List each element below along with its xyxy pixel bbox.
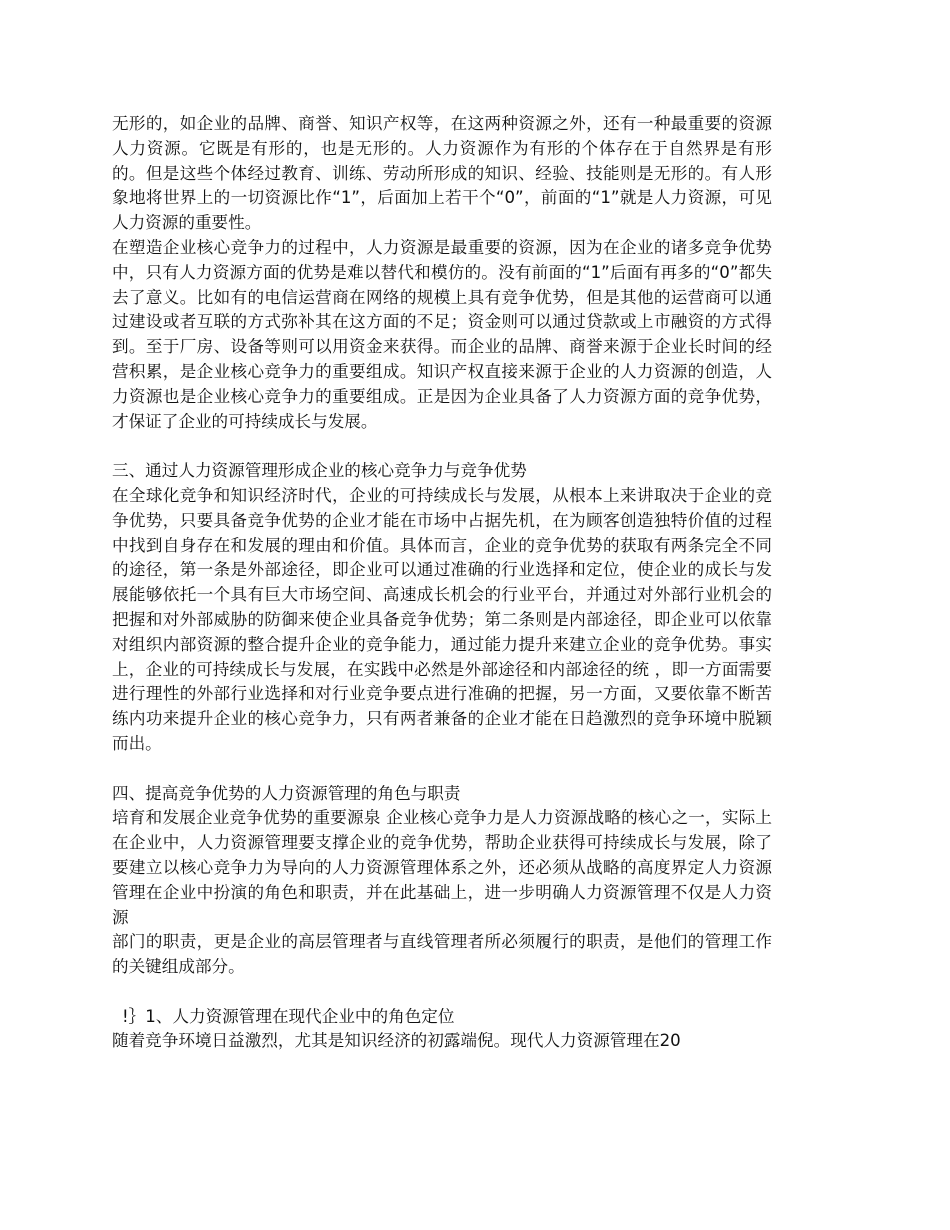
paragraph-gap: [112, 980, 772, 1005]
section-heading-four: 四、提高竞争优势的人力资源管理的角色与职责: [112, 783, 461, 803]
paragraph-intangible-resources: 无形的，如企业的品牌、商誉、知识产权等，在这两种资源之外，还有一种最重要的资源人力资源。它既是有形的，也是无形的。人力资源作为有形的个体存在于自然界是有形的。但是这些个体经过教育、训练、劳动所形成的知识、经验、技能则是无形的。有人形象地将世界上的一切资源比作“1”，后面加上若干个“0”，前面的“1”就是人力资源，可见人力资源的重要性。: [112, 114, 772, 233]
paragraph-gap: [112, 757, 772, 782]
paragraph-modern-hr: 随着竞争环境日益激烈，尤其是知识经济的初露端倪。现代人力资源管理在20: [112, 1031, 681, 1051]
paragraph-core-competitiveness: 在塑造企业核心竞争力的过程中，人力资源是最重要的资源，因为在企业的诸多竞争优势中，只有人力资源方面的优势是难以替代和模仿的。没有前面的“1”后面有再多的“0”都失去了意义。比如有的电信运营商在网络的规模上具有竞争优势，但是其他的运营商可以通过建设或者互联的方式弥补其在这方面的不足；资金则可以通过贷款或上市融资的方式得到。至于厂房、设备等则可以用资金来获得。而企业的品牌、商誉来源于企业长时间的经营积累，是企业核心竞争力的重要组成。知识产权直接来源于企业的人力资源的创造，人力资源也是企业核心竞争力的重要组成。正是因为企业具备了人力资源方面的竞争优势，才保证了企业的可持续成长与发展。: [112, 237, 772, 431]
paragraph-hr-role-a: 培育和发展企业竞争优势的重要源泉 企业核心竞争力是人力资源战略的核心之一，实际上在企业中，人力资源管理要支撑企业的竞争优势，帮助企业获得可持续成长与发展，除了要建立以核心竞争力为导向的人力资源管理体系之外，还必须从战略的高度界定人力资源管理在企业中扮演的角色和职责，并在此基础上，进一步明确人力资源管理不仅是人力资源: [112, 808, 772, 927]
paragraph-gap: [112, 434, 772, 459]
document-page: [112, 112, 772, 1054]
paragraph-hr-role-b: 部门的职责，更是企业的高层管理者与直线管理者所必须履行的职责，是他们的管理工作的关键组成部分。: [112, 932, 772, 977]
section-heading-three: 三、通过人力资源管理形成企业的核心竞争力与竞争优势: [112, 461, 527, 481]
sub-heading-role-positioning: !｝1、人力资源管理在现代企业中的角色定位: [122, 1006, 455, 1026]
paragraph-competitive-advantage: 在全球化竞争和知识经济时代，企业的可持续成长与发展，从根本上来讲取决于企业的竞争优势，只要具备竞争优势的企业才能在市场中占据先机，在为顾客创造独特价值的过程中找到自身存在和发展的理由和价值。具体而言，企业的竞争优势的获取有两条完全不同的途径，第一条是外部途径，即企业可以通过准确的行业选择和定位，使企业的成长与发展能够依托一个具有巨大市场空间、高速成长机会的行业平台，并通过对外部行业机会的把握和对外部威胁的防御来使企业具备竞争优势；第二条则是内部途径，即企业可以依靠对组织内部资源的整合提升企业的竞争能力，通过能力提升来建立企业的竞争优势。事实上，企业的可持续成长与发展，在实践中必然是外部途径和内部途径的统 ，即一方面需要进行理性的外部行业选择和对行业竞争要点进行准确的把握，另一方面，又要依靠不断苦练内功来提升企业的核心竞争力，只有两者兼备的企业才能在日趋激烈的竞争环境中脱颖而出。: [112, 485, 772, 753]
